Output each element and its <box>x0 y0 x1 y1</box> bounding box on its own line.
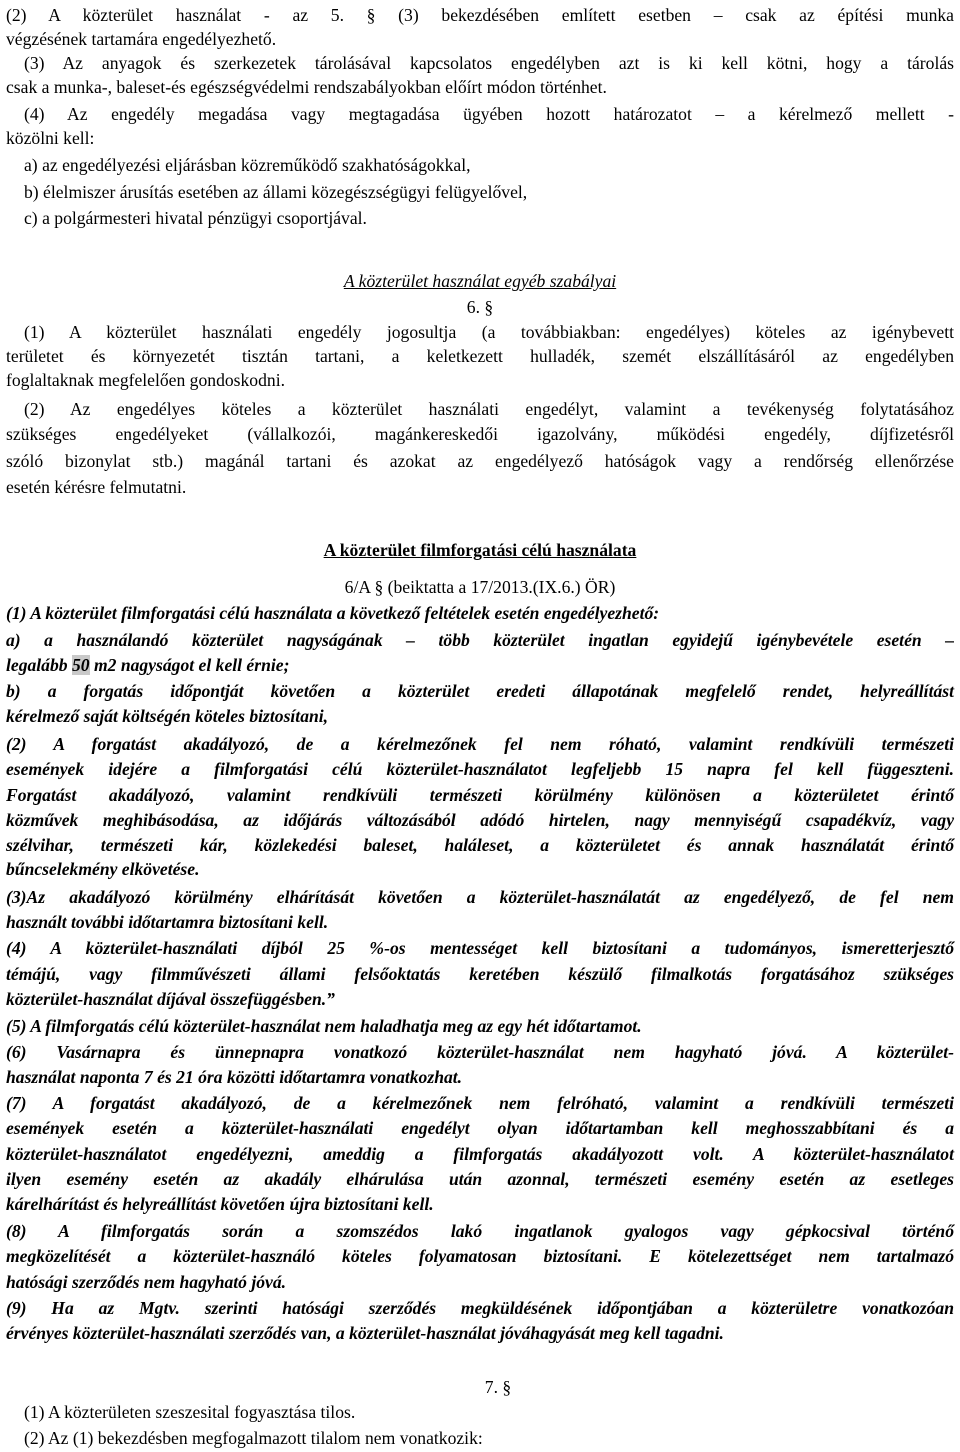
text-line: (9) Ha az Mgtv. szerinti hatósági szerződés megküldésének időpontjában a közterületre vonatkozóan <box>6 1298 954 1318</box>
highlighted-number: 50 <box>71 655 90 675</box>
text-line: (3) Az anyagok és szerkezetek tárolásával kapcsolatos engedélyben azt is ki kell kötni, hogy a tárolás <box>24 53 954 73</box>
text-line: hatósági szerződés nem hagyható jóvá. <box>6 1272 287 1292</box>
text-line: (4) Az engedély megadása vagy megtagadása ügyében hozott határozatot – a kérelmező mellett - <box>24 104 954 124</box>
text-line: (5) A filmforgatás célú közterület-használat nem haladhatja meg az egy hét időtartamot. <box>6 1016 642 1036</box>
text-line: (6) Vasárnapra és ünnepnapra vonatkozó közterület-használat nem hagyható jóvá. A közterület- <box>6 1042 954 1062</box>
text-line: 7. § <box>484 1377 512 1397</box>
text-line: c) a polgármesteri hivatal pénzügyi csoportjával. <box>24 208 367 228</box>
text-line: használt további időtartamra biztosítani kell. <box>6 912 329 932</box>
text-line: A közterület használat egyéb szabályai <box>343 271 617 291</box>
text-line: b) élelmiszer árusítás esetében az állami közegészségügyi felügyelővel, <box>24 182 528 202</box>
text-line: (4) A közterület-használati díjból 25 %-os mentességet kell biztosítani a tudományos, ismeretterjesztő <box>6 938 954 958</box>
text-line: események esetén a közterület-használati engedélyt olyan időtartamban kell meghosszabbítani és a <box>6 1118 954 1138</box>
text-line: végzésének tartamára engedélyezhető. <box>6 29 277 49</box>
text-line: 6/A § (beiktatta a 17/2013.(IX.6.) ÖR) <box>344 577 616 597</box>
text-line: területet és környezetét tisztán tartani, a keletkezett hulladék, szemét elszállításáról az engedélyben <box>6 346 954 366</box>
text-line: érvényes közterület-használati szerződés van, a közterület-használat jóváhagyását meg kell tagadni. <box>6 1323 724 1343</box>
text-line: (2) Az (1) bekezdésben megfogalmazott tilalom nem vonatkozik: <box>24 1428 483 1448</box>
text-line: (2) A forgatást akadályozó, de a kérelmezőnek fel nem róható, valamint rendkívüli természeti <box>6 734 954 754</box>
text-line: foglaltaknak megfelelően gondoskodni. <box>6 370 285 390</box>
text-line: A közterület filmforgatási célú használata <box>323 540 637 560</box>
text-line: közterület-használat díjával összefüggésben.” <box>6 989 335 1009</box>
text-line: közművek meghibásodása, az időjárás változásából adódó hirtelen, nagy mennyiségű csapadékvíz, vagy <box>6 810 954 830</box>
text-line: ilyen esemény esetén az akadály elhárulása után azonnal, természeti esemény esetén az esetleges <box>6 1169 954 1189</box>
text-line: a) a használandó közterület nagyságának – több közterület ingatlan egyidejű igénybevétele esetén – <box>6 630 954 650</box>
text-line: (2) A közterület használat - az 5. § (3) bekezdésében említett esetben – csak az építési munka <box>6 5 954 25</box>
text-line: (8) A filmforgatás során a szomszédos lakó ingatlanok gyalogos vagy gépkocsival történő <box>6 1221 954 1241</box>
text-line: szóló bizonylat stb.) magánál tartani és azokat az engedélyező hatóságok vagy a rendőrség ellenőrzése <box>6 451 954 471</box>
text-line: közölni kell: <box>6 128 95 148</box>
text-line: 6. § <box>466 297 494 317</box>
text-line: témájú, vagy filmművészeti állami felsőoktatás keretében készülő filmalkotás forgatásához szükséges <box>6 964 954 984</box>
text-line: b) a forgatás időpontját követően a közterület eredeti állapotának megfelelő rendet, helyreállítást <box>6 681 954 701</box>
text-line: (1) A közterület használati engedély jogosultja (a továbbiakban: engedélyes) köteles az igénybevett <box>24 322 954 342</box>
text-line: kérelmező saját költségén köteles biztosítani, <box>6 706 329 726</box>
text-line: (1) A közterületen szeszesital fogyasztása tilos. <box>24 1402 356 1422</box>
text-line: esetén kérésre felmutatni. <box>6 477 187 497</box>
text-line: események idejére a filmforgatási célú közterület-használatot legfeljebb 15 napra fel kell függeszteni. <box>6 759 954 779</box>
text-line: használat naponta 7 és 21 óra közötti időtartamra vonatkozhat. <box>6 1067 463 1087</box>
text-line: legalább 50 m2 nagyságot el kell érnie; <box>6 655 290 675</box>
text-line: Forgatást akadályozó, valamint rendkívüli természeti körülmény különösen a közterületet érintő <box>6 785 954 805</box>
text-line: megközelítését a közterület-használó köteles folyamatosan biztosítani. E kötelezettséget nem tartalmazó <box>6 1246 954 1266</box>
text-line: szükséges engedélyeket (vállalkozói, magánkereskedői igazolvány, működési engedély, díjfizetésről <box>6 424 954 444</box>
text-line: (7) A forgatást akadályozó, de a kérelmezőnek nem felróható, valamint a rendkívüli természeti <box>6 1093 954 1113</box>
text-line: csak a munka-, baleset-és egészségvédelmi rendszabályokban előírt módon történhet. <box>6 77 607 97</box>
text-line: (2) Az engedélyes köteles a közterület használati engedélyt, valamint a tevékenység folytatásához <box>24 399 954 419</box>
text-line: közterület-használatot engedélyezni, ameddig a filmforgatás akadályozott volt. A közterület-használatot <box>6 1144 954 1164</box>
text-line: szélvihar, természeti kár, közlekedési baleset, haláleset, a közterületet és annak használatát érintő <box>6 835 954 855</box>
text-line: a) az engedélyezési eljárásban közreműködő szakhatóságokkal, <box>24 155 471 175</box>
text-line: kárelhárítást és helyreállítást követően újra biztosítani kell. <box>6 1194 434 1214</box>
text-line: (3)Az akadályozó körülmény elhárítását követően a közterület-használatát az engedélyező, de fel nem <box>6 887 954 907</box>
text-line: bűncselekmény elkövetése. <box>6 859 200 879</box>
text-line: (1) A közterület filmforgatási célú használata a következő feltételek esetén engedélyezhető: <box>6 603 660 623</box>
